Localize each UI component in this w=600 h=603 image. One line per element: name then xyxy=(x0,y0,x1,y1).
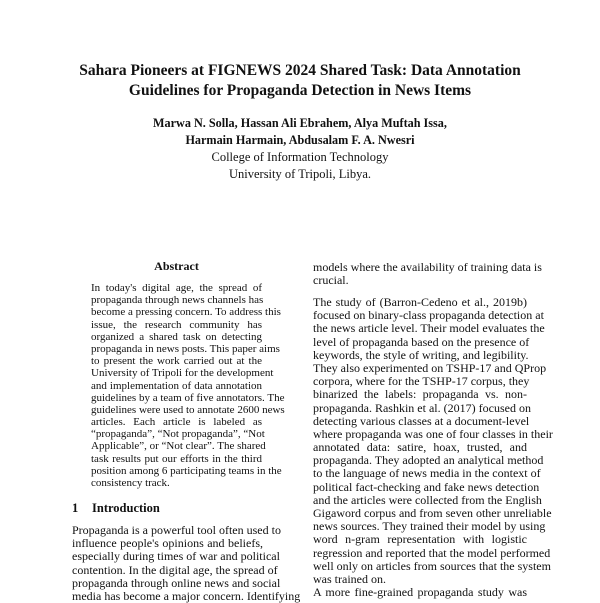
text-line: propaganda in news posts. This paper aims xyxy=(91,342,280,355)
text-line: regression and reported that the model performed xyxy=(313,545,551,560)
text-line: media has become a major concern. Identifying xyxy=(72,588,301,603)
text-line: news sources. They trained their model by using xyxy=(313,519,546,534)
text-line: models where the availability of training data is xyxy=(313,260,542,274)
text-line: A more fine-grained propaganda study was xyxy=(313,585,527,600)
text-line: the news article level. Their model evaluates the xyxy=(313,321,545,336)
text-line: to the language of news media in the context of xyxy=(313,466,541,481)
text-line: word n-gram representation with logistic xyxy=(313,532,527,547)
text-line: corpora, where for the TSHP-17 corpus, they xyxy=(313,374,530,389)
text-line: especially during times of war and political xyxy=(72,549,280,564)
text-line: “propaganda”, “Not propaganda”, “Not xyxy=(91,428,265,441)
text-line: University of Tripoli for the development xyxy=(91,367,274,380)
text-line: crucial. xyxy=(313,273,349,288)
text-line: propaganda. They adopted an analytical method xyxy=(313,453,544,468)
text-line: focused on binary-class propaganda detection at xyxy=(313,308,544,323)
authors-line-2: Harmain Harmain, Abdusalam F. A. Nwesri xyxy=(185,133,415,147)
section-number: 1 xyxy=(72,501,79,515)
text-line: detecting various classes at a document-level xyxy=(313,413,530,428)
text-line: contention. In the digital age, the spread of xyxy=(72,562,278,577)
text-line: position among 6 participating teams in the xyxy=(91,464,282,477)
text-line: articles. Each article is labeled as xyxy=(91,416,262,429)
text-line: was trained on. xyxy=(313,571,386,586)
text-line: Gigaword corpus and from seven other unreliable xyxy=(313,506,552,520)
paper-title-line-2: Guidelines for Propaganda Detection in News Items xyxy=(128,82,472,99)
text-line: influence people's opinions and beliefs, xyxy=(72,536,263,551)
text-line: keywords, the style of writing, and legibility. xyxy=(313,347,529,362)
text-line: where propaganda was one of four classes in their xyxy=(313,426,553,441)
text-line: In today's digital age, the spread of xyxy=(91,282,262,294)
text-line: task results put our efforts in the third xyxy=(91,452,262,465)
right-paragraph-2 xyxy=(313,295,553,600)
text-line: propaganda through news channels has xyxy=(91,294,264,307)
affiliation-line-1: College of Information Technology xyxy=(211,150,389,164)
paper-title-line-1: Sahara Pioneers at FIGNEWS 2024 Shared Task: Data Annotation xyxy=(79,62,521,79)
text-line: to present the work carried out at the xyxy=(91,355,262,368)
text-line: They also experimented on TSHP-17 and QProp xyxy=(313,360,547,375)
text-line: annotated data: satire, hoax, trusted, and xyxy=(313,440,527,455)
text-line: and the articles were collected from the English xyxy=(313,492,542,507)
text-line: level of propaganda based on the presence of xyxy=(313,334,530,349)
text-line: The study of (Barron-Cedeno et al., 2019b) xyxy=(313,295,527,309)
introduction-body xyxy=(72,523,301,603)
authors-line-1: Marwa N. Solla, Hassan Ali Ebrahem, Alya Muftah Issa, xyxy=(153,116,447,130)
text-line: propaganda through online news and social xyxy=(72,575,281,590)
section-heading-introduction: Introduction xyxy=(92,501,160,515)
text-line: consistency track. xyxy=(91,477,170,489)
text-line: organized a shared task on detecting xyxy=(91,330,262,343)
text-line: propaganda. Rashkin et al. (2017) focused on xyxy=(313,400,531,415)
text-line: political fact-checking and fake news detection xyxy=(313,479,540,494)
text-line: issue, the research community has xyxy=(91,318,262,331)
text-line: Propaganda is a powerful tool often used to xyxy=(72,523,281,537)
right-paragraph-1 xyxy=(313,260,542,288)
text-line: Applicable”, or “Not clear”. The shared xyxy=(91,440,266,453)
text-line: become a pressing concern. To address this xyxy=(91,306,281,319)
abstract-body xyxy=(91,282,285,489)
text-line: guidelines by a team of five annotators. The xyxy=(91,391,285,404)
text-line: guidelines were used to annotate 2600 news xyxy=(91,403,285,416)
affiliation-line-2: University of Tripoli, Libya. xyxy=(228,167,372,181)
text-line: binarized the labels: propaganda vs. non- xyxy=(313,387,527,402)
abstract-heading: Abstract xyxy=(154,259,199,273)
text-line: and implementation of data annotation xyxy=(91,379,262,392)
text-line: well only on articles from sources that the system xyxy=(313,558,551,573)
